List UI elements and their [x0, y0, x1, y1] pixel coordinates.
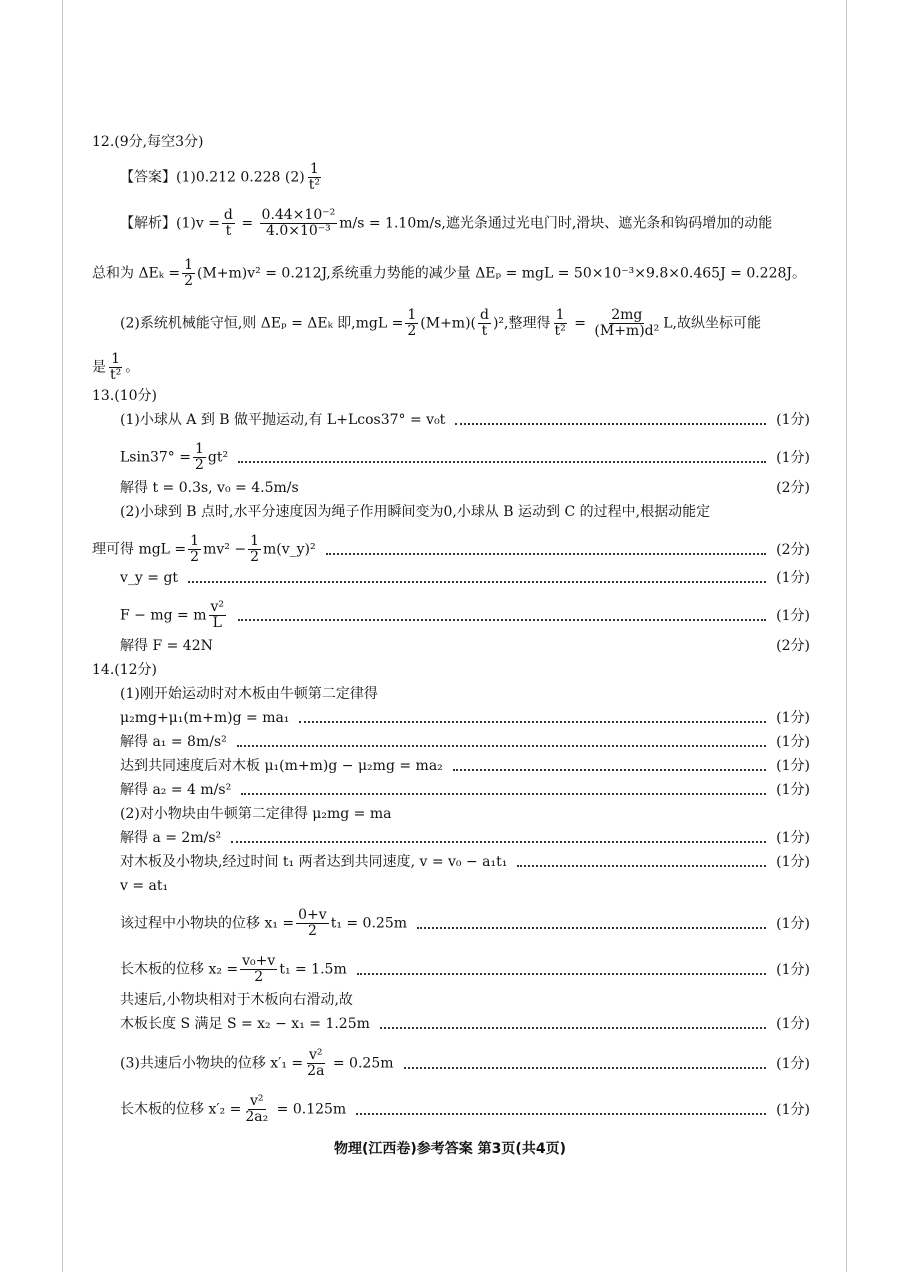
fraction-numerator: v²: [250, 1093, 264, 1109]
fraction: [553, 308, 568, 339]
fraction-numerator: 1: [111, 351, 121, 367]
fraction-denominator: 2: [250, 549, 259, 565]
text-span: 。: [125, 359, 140, 376]
text-span: 是: [92, 359, 106, 376]
q14-step-12: 共速后,小物块相对于木板向右滑动,故: [120, 992, 353, 1008]
step-text: 解得 a₂ = 4 m/s²: [120, 782, 232, 798]
fraction-denominator: 2: [407, 323, 417, 339]
text-span: = 0.125m: [272, 1101, 347, 1118]
q13-step-4: (2)小球到 B 点时,水平分速度因为绳子作用瞬间变为0,小球从 B 运动到 C 的过程中,根据动能定: [120, 504, 711, 520]
q14-step-6: (2)对小物块由牛顿第二定律得 μ₂mg = ma: [120, 806, 392, 822]
left-margin-line: [62, 0, 63, 1272]
fraction: [188, 534, 201, 565]
fraction-numerator: 1: [194, 441, 204, 457]
score-label: (1分): [776, 1055, 810, 1072]
q14-step-5: [120, 780, 810, 800]
leader-dots: [380, 1027, 766, 1029]
step-text: [120, 908, 407, 939]
step-text: [92, 534, 316, 565]
score-label: (1分): [776, 449, 810, 466]
fraction-numerator: 1: [190, 533, 200, 549]
q14-header: 14.(12分): [92, 662, 158, 678]
step-text: 解得 a₁ = 8m/s²: [120, 734, 227, 750]
leader-dots: [231, 841, 766, 843]
leader-dots: [241, 793, 766, 795]
text-span: 总和为 ΔEₖ =: [92, 265, 181, 282]
text-span: F − mg = m: [120, 607, 207, 624]
leader-dots: [299, 721, 766, 723]
right-margin-line: [846, 0, 847, 1272]
score-label: (1分): [776, 830, 810, 846]
q14-step-10: [120, 908, 810, 939]
score-label: (1分): [776, 607, 810, 624]
fraction-numerator: d: [480, 307, 489, 323]
fraction-denominator: t: [481, 323, 488, 339]
score-label: (1分): [776, 412, 810, 428]
fraction: [296, 908, 329, 939]
fraction-denominator: t: [225, 223, 232, 239]
q14-step-15: [120, 1094, 810, 1125]
fraction-denominator: 2: [194, 457, 204, 473]
step-text: [120, 442, 228, 473]
fraction: [240, 954, 277, 985]
step-text: v_y = gt: [120, 570, 179, 586]
step-text: [120, 1094, 346, 1125]
fraction-denominator: 2: [184, 273, 193, 289]
fraction-denominator: L: [212, 615, 222, 631]
q12-header: 12.(9分,每空3分): [92, 134, 204, 150]
text-span: =: [236, 215, 258, 232]
q12-analysis-line-3: [120, 308, 761, 339]
fraction-numerator: 1: [250, 533, 259, 549]
q13-step-7: [120, 600, 810, 631]
text-span: 该过程中小物块的位移 x₁ =: [120, 915, 295, 932]
leader-dots: [237, 745, 766, 747]
text-span: (M+m)v² = 0.212J,系统重力势能的减少量 ΔEₚ = mgL = 50×10⁻³×9.8×0.465J = 0.228J。: [197, 265, 807, 282]
step-text: [120, 1048, 394, 1079]
score-label: (1分): [776, 782, 810, 798]
leader-dots: [455, 423, 766, 425]
fraction-denominator: t²: [308, 177, 320, 193]
leader-dots: [417, 927, 766, 929]
text-span: 长木板的位移 x′₂ =: [120, 1101, 242, 1118]
fraction: [193, 442, 206, 473]
fraction-numerator: 0.44×10⁻²: [261, 207, 336, 223]
text-span: (2)系统机械能守恒,则 ΔEₚ = ΔEₖ 即,mgL =: [120, 315, 404, 332]
q12-answer-text: 【答案】(1)0.212 0.228 (2): [120, 169, 305, 186]
leader-dots: [517, 865, 766, 867]
q13-step-5: [92, 534, 810, 565]
q13-step-1: [120, 410, 810, 430]
q14-step-8: [120, 852, 810, 872]
step-text: 解得 t = 0.3s, v₀ = 4.5m/s: [120, 480, 299, 496]
leader-dots: [356, 1113, 766, 1115]
score-label: (2分): [776, 480, 810, 496]
fraction: [478, 308, 491, 339]
score-label: (2分): [776, 541, 810, 558]
text-span: (M+m)(: [420, 315, 476, 332]
score-label: (1分): [776, 915, 810, 932]
leader-dots: [188, 581, 766, 583]
fraction-denominator: 4.0×10⁻³: [265, 223, 331, 239]
leader-dots: [238, 461, 766, 463]
fraction: [243, 1094, 270, 1125]
fraction-numerator: 1: [407, 307, 417, 323]
q13-step-3: [120, 478, 810, 498]
step-text: 对木板及小物块,经过时间 t₁ 两者达到共同速度, v = v₀ − a₁t₁: [120, 854, 508, 870]
text-span: = 0.25m: [328, 1055, 394, 1072]
text-span: t₁ = 0.25m: [330, 915, 408, 932]
text-span: 长木板的位移 x₂ =: [120, 961, 239, 978]
score-label: (1分): [776, 734, 810, 750]
fraction-numerator: 1: [184, 257, 193, 273]
fraction-numerator: 0+v: [298, 907, 327, 923]
q13-header: 13.(10分): [92, 388, 158, 404]
fraction-numerator: v²: [210, 599, 225, 615]
step-text: [120, 600, 228, 631]
q14-step-1: (1)刚开始运动时对木板由牛顿第二定律得: [120, 686, 378, 702]
step-text: μ₂mg+μ₁(m+m)g = ma₁: [120, 710, 290, 726]
text-span: m(v_y)²: [263, 541, 316, 558]
fraction-denominator: 2a: [307, 1063, 325, 1079]
fraction: [222, 208, 235, 239]
leader-dots: [238, 619, 766, 621]
fraction-numerator: v₀+v: [242, 953, 276, 969]
q13-step-2: [120, 442, 810, 473]
fraction-numerator: 2mg: [611, 307, 643, 323]
fraction: [405, 308, 418, 339]
step-text: 达到共同速度后对木板 μ₁(m+m)g − μ₂mg = ma₂: [120, 758, 443, 774]
q14-step-11: [120, 954, 810, 985]
fraction-denominator: 2a₂: [245, 1109, 269, 1125]
fraction: [260, 208, 338, 239]
fraction-numerator: 1: [309, 161, 319, 177]
fraction-denominator: t²: [554, 323, 566, 339]
score-label: (1分): [776, 961, 810, 978]
score-label: (1分): [776, 1101, 810, 1118]
text-span: L,故纵坐标可能: [663, 315, 761, 332]
score-label: (1分): [776, 854, 810, 870]
q14-step-9: v = at₁: [120, 878, 169, 894]
fraction-denominator: (M+m)d²: [594, 323, 660, 339]
step-text: (1)小球从 A 到 B 做平抛运动,有 L+Lcos37° = v₀t: [120, 412, 446, 428]
score-label: (1分): [776, 1016, 810, 1032]
fraction: [592, 308, 661, 339]
step-text: [120, 954, 347, 985]
fraction-denominator: 2: [190, 549, 200, 565]
leader-dots: [357, 973, 766, 975]
text-span: t₁ = 1.5m: [279, 961, 347, 978]
text-span: =: [569, 315, 591, 332]
step-text: 解得 a = 2m/s²: [120, 830, 222, 846]
score-label: (1分): [776, 758, 810, 774]
text-span: m/s = 1.10m/s,遮光条通过光电门时,滑块、遮光条和钩码增加的动能: [339, 215, 773, 232]
q12-analysis-line-2: [92, 258, 806, 289]
q12-answer-fraction: [307, 162, 322, 193]
q14-step-3: [120, 732, 810, 752]
fraction-denominator: 2: [254, 969, 264, 985]
text-span: Lsin37° =: [120, 449, 191, 466]
text-span: 【解析】(1)v =: [120, 215, 220, 232]
text-span: mv² −: [203, 541, 247, 558]
step-text: 木板长度 S 满足 S = x₂ − x₁ = 1.25m: [120, 1016, 370, 1032]
score-label: (1分): [776, 570, 810, 586]
step-text: 解得 F = 42N: [120, 638, 213, 654]
text-span: )²,整理得: [492, 315, 551, 332]
fraction-numerator: v²: [309, 1047, 323, 1063]
fraction: [182, 258, 195, 289]
q14-step-14: [120, 1048, 810, 1079]
text-span: 理可得 mgL =: [92, 541, 187, 558]
score-label: (2分): [776, 638, 810, 654]
q12-analysis-line-4: [92, 352, 139, 383]
q14-step-4: [120, 756, 810, 776]
text-span: gt²: [207, 449, 229, 466]
fraction-denominator: t²: [110, 367, 122, 383]
fraction: [248, 534, 261, 565]
fraction: [108, 352, 123, 383]
fraction-denominator: 2: [307, 923, 317, 939]
q14-step-7: [120, 828, 810, 848]
q13-step-6: [120, 568, 810, 588]
q13-step-8: [120, 636, 810, 656]
fraction-numerator: d: [223, 207, 233, 223]
page-footer: 物理(江西卷)参考答案 第3页(共4页): [334, 1141, 566, 1157]
q12-analysis-line-1: [120, 208, 772, 239]
leader-dots: [404, 1067, 767, 1069]
leader-dots: [326, 553, 767, 555]
q14-step-13: [120, 1014, 810, 1034]
fraction-numerator: 1: [555, 307, 565, 323]
q12-answer: [120, 162, 324, 193]
fraction: [305, 1048, 326, 1079]
leader-dots: [453, 769, 766, 771]
score-label: (1分): [776, 710, 810, 726]
fraction: [209, 600, 227, 631]
q14-step-2: [120, 708, 810, 728]
text-span: (3)共速后小物块的位移 x′₁ =: [120, 1055, 304, 1072]
